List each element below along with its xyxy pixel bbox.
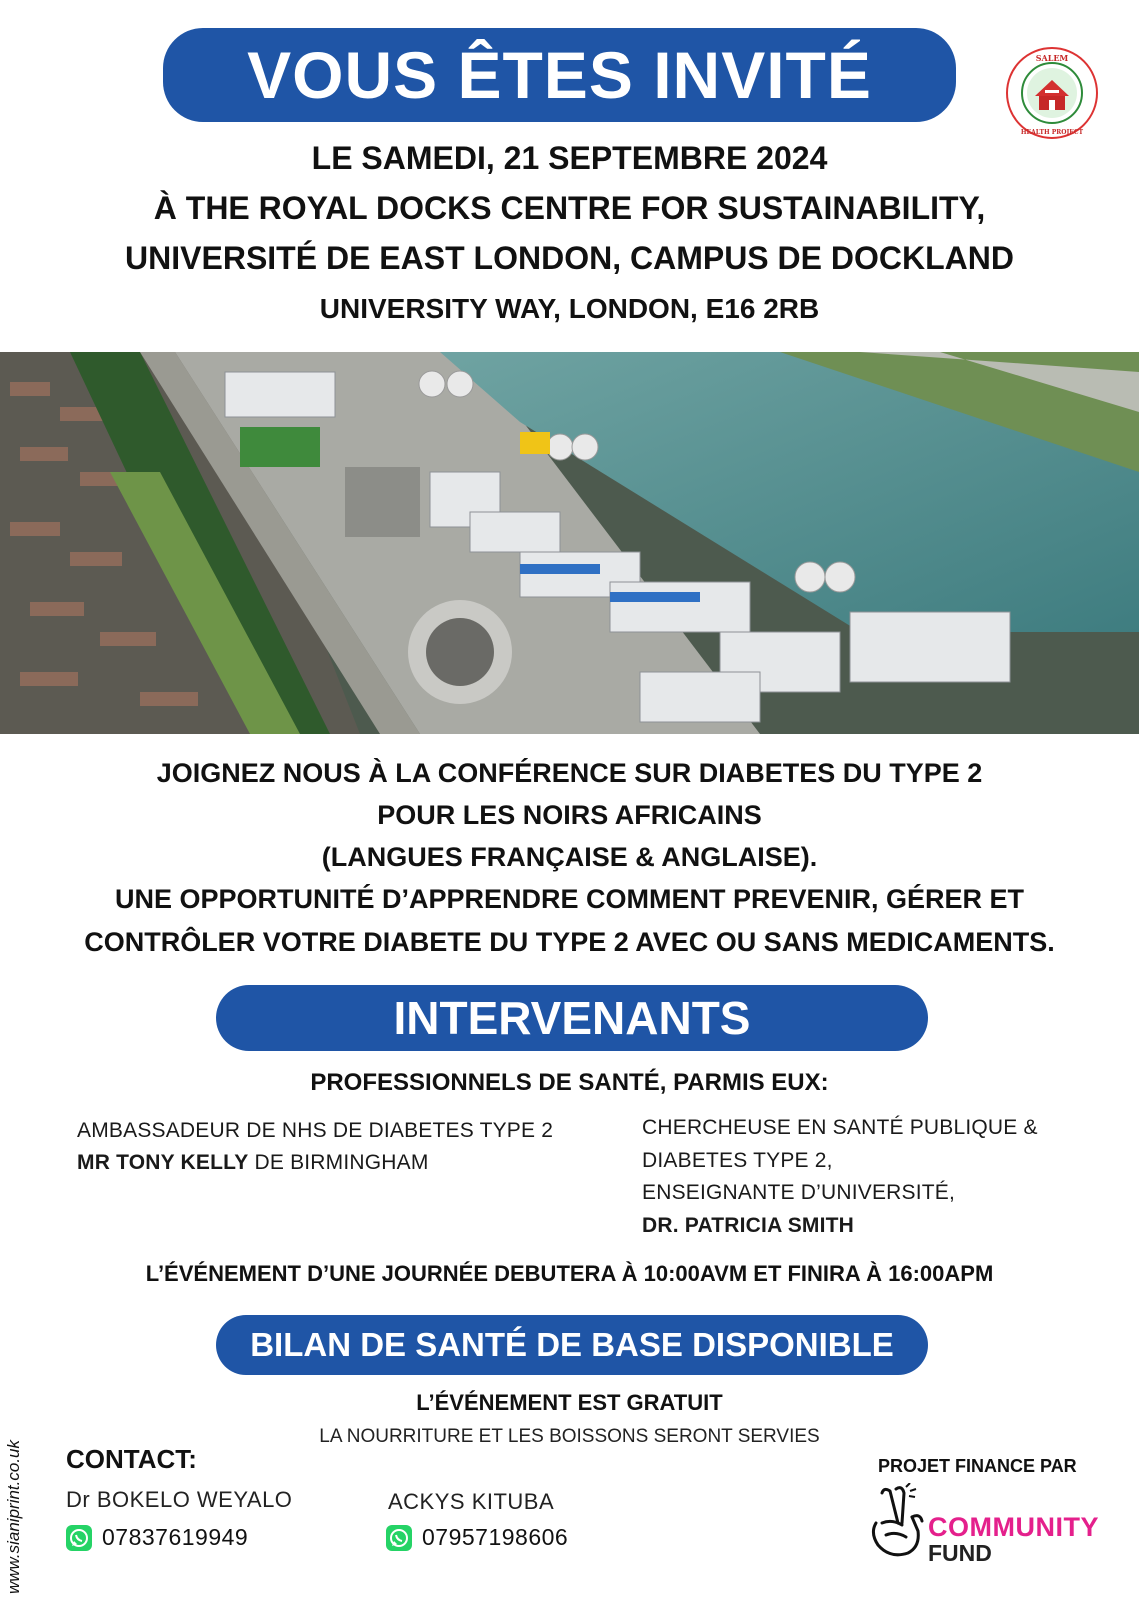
contact-1-name: Dr BOKELO WEYALO [66,1487,293,1512]
whatsapp-icon [386,1525,412,1551]
speaker-2-role-line-1: CHERCHEUSE EN SANTÉ PUBLIQUE & [642,1116,1038,1139]
description-line-4: UNE OPPORTUNITÉ D’APPRENDRE COMMENT PREVENIR, GÉRER ET [114,884,1025,914]
page-title: VOUS ÊTES INVITÉ [247,38,872,112]
food-note: LA NOURRITURE ET LES BOISSONS SERONT SERVIES [319,1426,820,1447]
speaker-2-role-line-2: DIABETES TYPE 2, [642,1149,833,1172]
logo-bottom-text: HEALTH PROJECT [1020,129,1084,136]
contact-1-phone[interactable]: 07837619949 [102,1524,249,1550]
description-line-3: (LANGUES FRANÇAISE & ANGLAISE). [321,842,818,872]
title-banner [163,28,956,122]
venue-line-1: À THE ROYAL DOCKS CENTRE FOR SUSTAINABILITY, [153,190,986,226]
speakers-banner [216,985,928,1051]
whatsapp-icon [66,1525,92,1551]
contact-2-name: ACKYS KITUBA [388,1489,555,1514]
description-line-2: POUR LES NOIRS AFRICAINS [377,800,762,830]
speakers-heading: INTERVENANTS [393,992,751,1044]
description-line-5: CONTRÔLER VOTRE DIABETE DU TYPE 2 AVEC OU SANS MEDICAMENTS. [84,927,1055,957]
speaker-1-origin: DE BIRMINGHAM [248,1151,429,1174]
contact-2-phone-row[interactable] [386,1524,568,1551]
contact-label: CONTACT: [66,1444,197,1474]
salem-health-project-logo [1005,46,1099,140]
speaker-1-role: AMBASSADEUR DE NHS DE DIABETES TYPE 2 [77,1119,554,1142]
venue-address: UNIVERSITY WAY, LONDON, E16 2RB [319,293,820,324]
health-check-banner [216,1315,928,1375]
speaker-1-name-line [77,1151,429,1175]
contact-2-phone[interactable]: 07957198606 [422,1524,569,1550]
free-event-note: L’ÉVÉNEMENT EST GRATUIT [416,1390,723,1415]
speaker-1-name: MR TONY KELLY [77,1151,249,1174]
lottery-crossed-fingers-icon [862,1483,934,1563]
description-line-1: JOIGNEZ NOUS À LA CONFÉRENCE SUR DIABETES DU TYPE 2 [156,758,983,788]
speaker-2-role-line-3: ENSEIGNANTE D’UNIVERSITÉ, [642,1181,956,1204]
speaker-2-name: DR. PATRICIA SMITH [642,1214,855,1237]
funded-by-label: PROJET FINANCE PAR [878,1456,1077,1476]
venue-line-2: UNIVERSITÉ DE EAST LONDON, CAMPUS DE DOCKLAND [125,240,1014,276]
contact-1-phone-row[interactable] [66,1524,248,1551]
community-fund-brand: COMMUNITY [928,1512,1099,1542]
speakers-intro: PROFESSIONNELS DE SANTÉ, PARMIS EUX: [310,1069,829,1096]
printer-url[interactable]: www.sianiprint.co.uk [4,1439,23,1594]
health-check-heading: BILAN DE SANTÉ DE BASE DISPONIBLE [250,1326,894,1363]
event-date: LE SAMEDI, 21 SEPTEMBRE 2024 [311,140,828,176]
community-fund-brand-line-2: FUND [928,1540,992,1566]
logo-top-text: SALEM [1035,53,1069,63]
event-schedule: L’ÉVÉNEMENT D’UNE JOURNÉE DEBUTERA À 10:00AVM ET FINIRA À 16:00APM [145,1261,994,1286]
aerial-campus-photo [0,352,1139,734]
